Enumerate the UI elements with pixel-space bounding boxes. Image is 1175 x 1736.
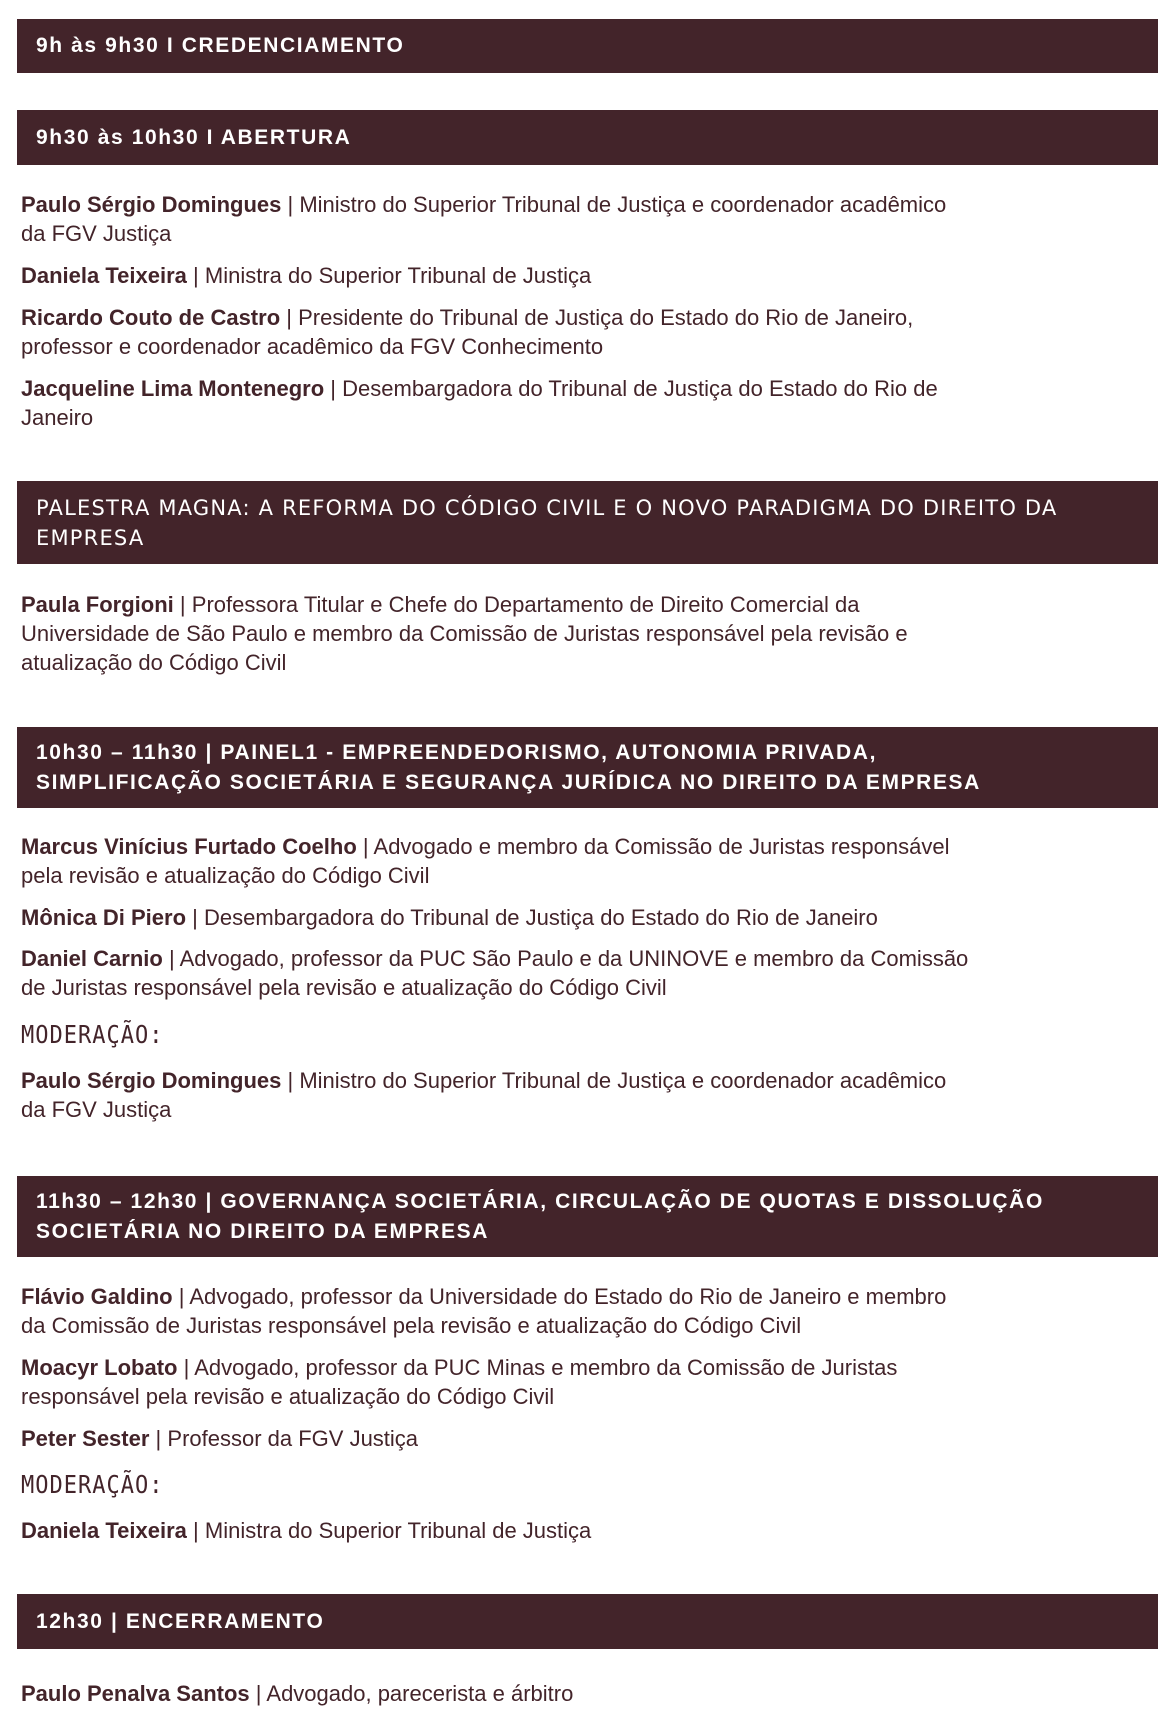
speaker-name: Peter Sester [21, 1426, 150, 1451]
separator: | [362, 834, 369, 859]
section-title: SIMPLIFICAÇÃO SOCIETÁRIA E SEGURANÇA JURÍDICA NO DIREITO DA EMPRESA [36, 770, 981, 794]
section-header-encerramento [17, 1594, 1158, 1649]
speaker-entry [21, 374, 1131, 432]
separator: | [287, 192, 294, 217]
speaker-role: Advogado, professor da Universidade do Estado do Rio de Janeiro e membro [189, 1284, 947, 1309]
speaker-name: Jacqueline Lima Montenegro [21, 376, 325, 401]
speaker-role: Ministro do Superior Tribunal de Justiça e coordenador acadêmico [299, 1068, 947, 1093]
speaker-entry [21, 832, 1131, 890]
section-header-abertura [17, 110, 1158, 165]
speaker-entry [21, 1424, 1131, 1453]
speaker-role: de Juristas responsável pela revisão e atualização do Código Civil [21, 975, 667, 1000]
separator: | [183, 1355, 190, 1380]
separator: | [179, 592, 186, 617]
separator: | [155, 1426, 162, 1451]
speaker-entry [21, 1679, 1131, 1708]
speaker-name: Daniela Teixeira [21, 263, 187, 288]
separator: | [287, 1068, 294, 1093]
section-title: 12h30 | ENCERRAMENTO [36, 1609, 325, 1633]
speaker-role: Desembargadora do Tribunal de Justiça do Estado do Rio de [342, 376, 938, 401]
separator: | [193, 263, 199, 288]
speaker-role: da Comissão de Juristas responsável pela revisão e atualização do Código Civil [21, 1313, 802, 1338]
speaker-name: Paulo Sérgio Domingues [21, 192, 282, 217]
speaker-role: Ministra do Superior Tribunal de Justiça [204, 1518, 592, 1543]
section-header-credenciamento [17, 19, 1158, 73]
speaker-entry [21, 944, 1131, 1002]
speaker-role: Advogado, parecerista e árbitro [266, 1681, 574, 1706]
speaker-entry [21, 261, 1131, 290]
moderation-label: MODERAÇÃO: [21, 1471, 164, 1500]
section-title: SOCIETÁRIA NO DIREITO DA EMPRESA [36, 1219, 489, 1243]
speaker-entry [21, 303, 1131, 361]
section-title: 11h30 – 12h30 | GOVERNANÇA SOCIETÁRIA, CIRCULAÇÃO DE QUOTAS E DISSOLUÇÃO [36, 1189, 1044, 1213]
speaker-role: Universidade de São Paulo e membro da Comissão de Juristas responsável pela revisão e [21, 621, 908, 646]
speaker-role: Advogado, professor da PUC São Paulo e da UNINOVE e membro da Comissão [179, 946, 969, 971]
speaker-name: Paula Forgioni [21, 592, 174, 617]
separator: | [192, 905, 198, 930]
speaker-role: atualização do Código Civil [21, 650, 287, 675]
speaker-role: professor e coordenador acadêmico da FGV Conhecimento [21, 334, 604, 359]
section-header-painel-1 [17, 727, 1158, 808]
speaker-name: Paulo Penalva Santos [21, 1681, 250, 1706]
speaker-role: Desembargadora do Tribunal de Justiça do Estado do Rio de Janeiro [204, 905, 878, 930]
speaker-name: Paulo Sérgio Domingues [21, 1068, 282, 1093]
speaker-role: pela revisão e atualização do Código Civil [21, 863, 430, 888]
moderation-label: MODERAÇÃO: [21, 1021, 164, 1050]
speaker-role: Professora Titular e Chefe do Departamento de Direito Comercial da [191, 592, 860, 617]
speaker-role: Advogado, professor da PUC Minas e membro da Comissão de Juristas [194, 1355, 898, 1380]
section-header-palestra-magna [17, 481, 1158, 564]
speaker-role: Ministro do Superior Tribunal de Justiça e coordenador acadêmico [299, 192, 947, 217]
speaker-entry [21, 1353, 1131, 1411]
section-title: 9h às 9h30 I CREDENCIAMENTO [36, 34, 405, 57]
speaker-role: Professor da FGV Justiça [167, 1426, 419, 1451]
separator: | [255, 1681, 262, 1706]
speaker-role: Presidente do Tribunal de Justiça do Estado do Rio de Janeiro, [298, 305, 914, 330]
moderator-entry [21, 1516, 1131, 1545]
speaker-role: da FGV Justiça [21, 1097, 172, 1122]
speaker-name: Daniela Teixeira [21, 1518, 187, 1543]
section-title: 10h30 – 11h30 | PAINEL1 - EMPREENDEDORISMO, AUTONOMIA PRIVADA, [36, 740, 878, 764]
separator: | [168, 946, 175, 971]
separator: | [193, 1518, 199, 1543]
section-title: 9h30 às 10h30 I ABERTURA [36, 125, 352, 149]
section-title: EMPRESA [36, 525, 145, 550]
speaker-role: responsável pela revisão e atualização do Código Civil [21, 1384, 555, 1409]
speaker-entry [21, 590, 1131, 677]
separator: | [286, 305, 292, 330]
speaker-role: da FGV Justiça [21, 221, 172, 246]
moderator-entry [21, 1066, 1131, 1124]
speaker-entry [21, 1282, 1131, 1340]
section-header-governanca [17, 1176, 1158, 1257]
speaker-role: Ministra do Superior Tribunal de Justiça [204, 263, 592, 288]
speaker-name: Marcus Vinícius Furtado Coelho [21, 834, 357, 859]
speaker-entry [21, 190, 1131, 248]
separator: | [178, 1284, 185, 1309]
speaker-role: Janeiro [21, 405, 94, 430]
speaker-name: Mônica Di Piero [21, 905, 187, 930]
speaker-name: Flávio Galdino [21, 1284, 173, 1309]
speaker-role: Advogado e membro da Comissão de Juristas responsável [373, 834, 950, 859]
speaker-name: Ricardo Couto de Castro [21, 305, 281, 330]
speaker-entry [21, 903, 1131, 932]
section-title: PALESTRA MAGNA: A REFORMA DO CÓDIGO CIVIL E O NOVO PARADIGMA DO DIREITO DA [36, 495, 1058, 520]
separator: | [330, 376, 337, 401]
speaker-name: Moacyr Lobato [21, 1355, 178, 1380]
speaker-name: Daniel Carnio [21, 946, 163, 971]
